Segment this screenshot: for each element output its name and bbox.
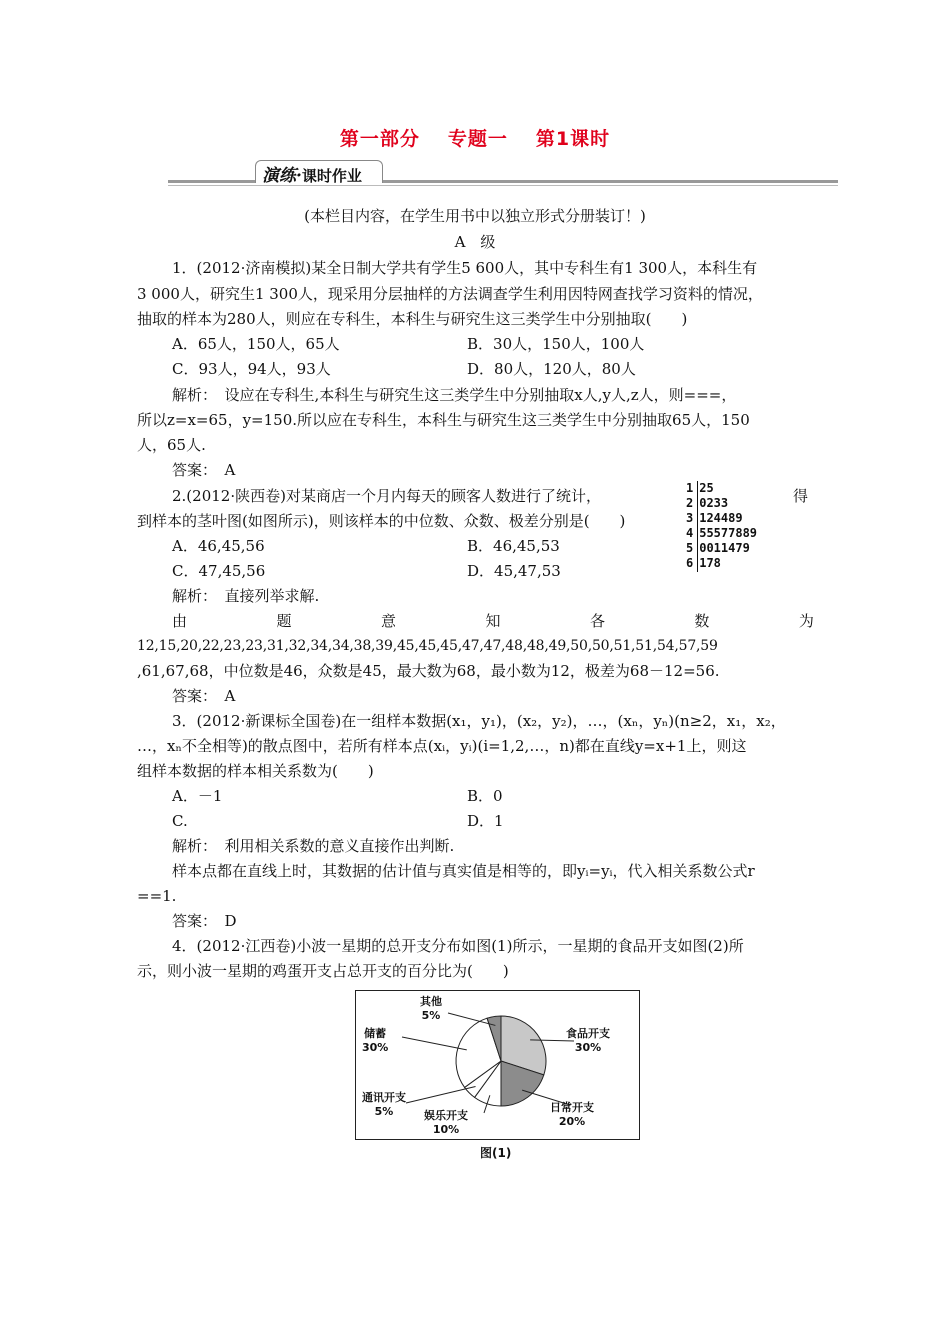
q1-option-c: C．93人，94人，93人 bbox=[172, 360, 331, 378]
pie-leader-line bbox=[402, 1037, 467, 1050]
leaves: 25 bbox=[699, 481, 714, 495]
q3-option-b: B．0 bbox=[467, 787, 503, 805]
q2-analysis-4: ,61,67,68，中位数是46，众数是45，最大数为68，最小数为12，极差为68－12=56. bbox=[137, 662, 720, 680]
q3-option-a: A．－1 bbox=[172, 787, 223, 805]
stem: 4 bbox=[686, 526, 694, 540]
leaves: 178 bbox=[699, 556, 721, 570]
pie-label-entertainment bbox=[424, 1109, 468, 1137]
word: 题 bbox=[276, 612, 292, 630]
q3-analysis-1: 解析： 利用相关系数的意义直接作出判断. bbox=[172, 837, 455, 855]
stem: 1 bbox=[686, 481, 694, 495]
leaves: 0233 bbox=[699, 496, 729, 510]
slice-name: 娱乐开支 bbox=[424, 1109, 468, 1122]
q1-analysis-3: 人，65人. bbox=[137, 436, 206, 454]
word: 各 bbox=[589, 612, 605, 630]
word: 知 bbox=[485, 612, 501, 630]
q3-line-2: …，xₙ不全相等)的散点图中，若所有样本点(xᵢ，yᵢ)(i=1,2,…，n)都在直线y=x+1上，则这 bbox=[137, 737, 747, 755]
q1-answer: 答案： A bbox=[172, 461, 236, 479]
q3-line-3: 组样本数据的样本相关系数为( ) bbox=[137, 762, 374, 780]
leaves: 55577889 bbox=[699, 526, 758, 540]
q4-line-1: 4．(2012·江西卷)小波一星期的总开支分布如图(1)所示，一星期的食品开支如图(2)所 bbox=[172, 937, 744, 955]
q3-analysis-3: ==1. bbox=[137, 887, 177, 905]
title-part-1: 第一部分 bbox=[339, 128, 420, 150]
q2-option-a: A．46,45,56 bbox=[172, 537, 265, 555]
pie-label-daily bbox=[550, 1101, 594, 1129]
q1-analysis-2: 所以z=x=65，y=150.所以应在专科生，本科生与研究生这三类学生中分别抽取65人，150 bbox=[137, 411, 750, 429]
stem: 2 bbox=[686, 496, 694, 510]
slice-name: 通讯开支 bbox=[362, 1091, 406, 1104]
word: 由 bbox=[172, 612, 188, 630]
q1-analysis-1: 解析： 设应在专科生,本科生与研究生这三类学生中分别抽取x人,y人,z人，则===， bbox=[172, 386, 737, 404]
stem: 6 bbox=[686, 556, 694, 570]
title-part-2: 专题一 bbox=[447, 128, 508, 150]
q2-analysis-1: 解析： 直接列举求解. bbox=[172, 587, 320, 605]
slice-percent: 30% bbox=[362, 1041, 389, 1054]
stem: 3 bbox=[686, 511, 694, 525]
q1-option-d: D．80人，120人，80人 bbox=[467, 360, 636, 378]
pie-label-food bbox=[566, 1027, 610, 1055]
level-heading: A 级 bbox=[454, 233, 496, 251]
q3-analysis-2: 样本点都在直线上时，其数据的估计值与真实值是相等的，即yᵢ=yᵢ，代入相关系数公式r bbox=[172, 862, 755, 880]
q2-answer: 答案： A bbox=[172, 687, 236, 705]
pie-label-other bbox=[420, 995, 442, 1023]
q3-line-1: 3．(2012·新课标全国卷)在一组样本数据(x₁，y₁)，(x₂，y₂)，…，(xₙ，yₙ)(n≥2，x₁，x₂， bbox=[172, 712, 786, 730]
q2-option-d: D．45,47,53 bbox=[467, 562, 561, 580]
word: 为 bbox=[798, 612, 814, 630]
stem-row bbox=[686, 496, 728, 511]
banner-label bbox=[262, 161, 362, 186]
q4-line-2: 示，则小波一星期的鸡蛋开支占总开支的百分比为( ) bbox=[137, 962, 509, 980]
q1-line-3: 抽取的样本为280人，则应在专科生，本科生与研究生这三类学生中分别抽取( ) bbox=[137, 310, 688, 328]
slice-percent: 20% bbox=[558, 1115, 586, 1128]
q2-option-c: C．47,45,56 bbox=[172, 562, 266, 580]
title-part-3: 第1课时 bbox=[535, 128, 611, 150]
q3-option-d: D．1 bbox=[467, 812, 504, 830]
pie-label-telecom bbox=[362, 1091, 406, 1119]
word: 意 bbox=[380, 612, 396, 630]
q3-answer: 答案： D bbox=[172, 912, 237, 930]
slice-name: 食品开支 bbox=[566, 1027, 610, 1040]
slice-percent: 5% bbox=[374, 1105, 394, 1118]
slice-name: 储蓄 bbox=[364, 1027, 387, 1040]
q2-line-1-end: 得 bbox=[793, 487, 809, 505]
slice-name: 日常开支 bbox=[550, 1101, 594, 1114]
stem-row bbox=[686, 511, 743, 526]
page-title bbox=[0, 124, 950, 151]
q2-line-2: 到样本的茎叶图(如图所示)，则该样本的中位数、众数、极差分别是( ) bbox=[137, 512, 626, 530]
stem-row bbox=[686, 541, 750, 556]
q1-line-2: 3 000人，研究生1 300人，现采用分层抽样的方法调查学生利用因特网查找学习资料的情况， bbox=[137, 285, 763, 303]
stem-row bbox=[686, 481, 714, 496]
q3-option-c: C. bbox=[172, 812, 188, 830]
q2-line-1: 2.(2012·陕西卷)对某商店一个月内每天的顾客人数进行了统计， bbox=[172, 487, 601, 505]
q2-analysis-2 bbox=[172, 609, 814, 633]
stem-row bbox=[686, 526, 757, 541]
slice-percent: 10% bbox=[432, 1123, 460, 1136]
slice-percent: 5% bbox=[421, 1009, 441, 1022]
stem-leaf-plot bbox=[686, 481, 786, 573]
word: 数 bbox=[694, 612, 710, 630]
slice-percent: 30% bbox=[574, 1041, 602, 1054]
stem: 5 bbox=[686, 541, 694, 555]
leaves: 0011479 bbox=[699, 541, 750, 555]
q1-line-1: 1．(2012·济南模拟)某全日制大学共有学生5 600人，其中专科生有1 300人，本科生有 bbox=[172, 259, 758, 277]
figure-caption: 图(1) bbox=[480, 1146, 512, 1160]
leaves: 124489 bbox=[699, 511, 743, 525]
q1-option-b: B．30人，150人，100人 bbox=[467, 335, 645, 353]
banner-script: 演练· bbox=[262, 166, 302, 186]
banner-heading: 课时作业 bbox=[301, 167, 362, 185]
stem-row bbox=[686, 556, 721, 571]
pie-label-savings bbox=[362, 1027, 388, 1055]
q2-option-b: B．46,45,53 bbox=[467, 537, 560, 555]
notice-text: (本栏目内容，在学生用书中以独立形式分册装订！) bbox=[304, 207, 646, 225]
pie-leader-line bbox=[406, 1086, 476, 1103]
q1-option-a: A．65人，150人，65人 bbox=[172, 335, 340, 353]
pie-chart-frame bbox=[355, 990, 640, 1140]
q2-analysis-3: 12,15,20,22,23,23,31,32,34,34,38,39,45,45,45,47,47,48,48,49,50,50,51,51,54,57,59 bbox=[137, 638, 718, 654]
slice-name: 其他 bbox=[420, 995, 442, 1008]
